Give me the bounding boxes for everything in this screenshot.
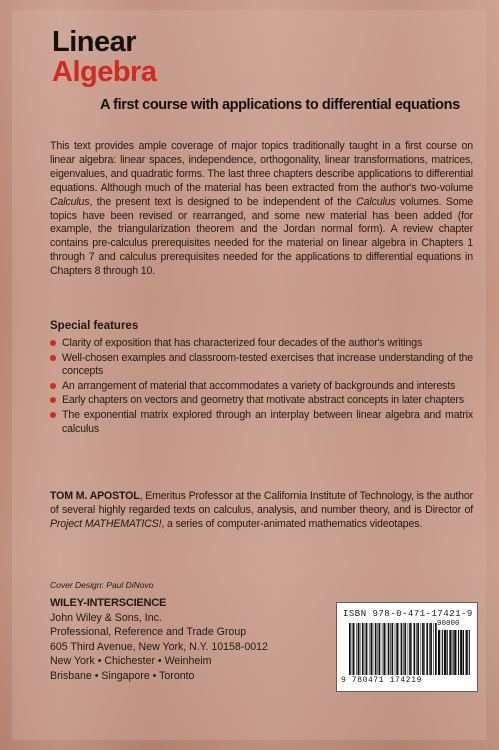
bullet-icon [50,412,56,418]
bullet-icon [50,340,56,346]
barcode-digits: 9 780471 174219 [341,676,423,685]
publisher-block [50,596,268,684]
author-name: TOM M. APOSTOL [50,490,140,502]
feature-text: Well-chosen examples and classroom-tested exercises that increase understanding of the concepts [62,351,473,378]
description-text-1: This text provides ample coverage of major topics traditionally taught in a first course on linear algebra: linear spaces, independence, orthogonality, linear transformations, matrices, eigenvalues, and quadratic forms. The last three chapters describe applications to differential equations. Although much of the material has been extracted from the author's two-volume [50,140,473,194]
description-paragraph [50,140,473,279]
description-calculus-title-1: Calculus [50,195,90,208]
publisher-line: Professional, Reference and Trade Group [50,626,247,639]
description-calculus-title-2: Calculus [356,195,396,208]
cover-design-credit: Cover Design: Paul DiNovo [50,580,154,590]
author-bio-text-1: , Emeritus Professor at the California Institute of Technology, is the author of several highly regarded texts on calculus, analysis, and number theory, and is Director of [50,490,473,516]
book-subtitle: A first course with applications to differential equations [100,97,460,113]
publisher-line: John Wiley & Sons, Inc. [50,611,162,624]
description-text-2: , the present text is designed to be independent of the [89,195,357,208]
bullet-icon [50,397,56,403]
title-linear: Linear [52,26,137,58]
special-features-heading: Special features [50,320,139,332]
special-features-list [50,337,473,437]
isbn-number: ISBN 978-0-471-17421-9 [343,609,473,619]
title-algebra: Algebra [52,56,157,88]
publisher-cities: New York • Chichester • Weinheim [50,655,212,668]
bullet-icon [50,383,56,389]
project-mathematics-title: Project MATHEMATICS! [50,517,162,530]
author-bio-text-2: , a series of computer-animated mathematics videotapes. [161,517,423,530]
feature-item [50,352,473,379]
publisher-cities: Brisbane • Singapore • Toronto [50,669,195,682]
barcode-addon-bars-icon [438,630,472,675]
feature-item [50,380,473,394]
barcode-addon-digits: 90000 [437,620,460,628]
bullet-icon [50,355,56,361]
isbn-barcode [336,602,478,692]
feature-item [50,394,473,408]
barcode-bars-icon [349,623,437,675]
feature-text: Clarity of exposition that has characterized four decades of the author's writings [62,337,423,349]
publisher-address: 605 Third Avenue, New York, N.Y. 10158-0012 [50,640,268,653]
feature-text: An arrangement of material that accommodates a variety of backgrounds and interests [62,379,456,392]
feature-text: The exponential matrix explored through an interplay between linear algebra and matrix calculus [62,408,473,435]
feature-item [50,337,473,351]
feature-item [50,409,473,436]
author-bio [50,490,473,532]
description-text-3: volumes. Some topics have been revised or rearranged, and some new material has been added (for example, the triangularization theorem and the Jordan normal form). A review chapter contains pre-calculus prerequisites needed for the material on linear algebra in Chapters 1 through 7 and calculus prerequisites needed for the applications to differential equations in Chapters 8 through 10. [50,195,473,278]
feature-text: Early chapters on vectors and geometry that motivate abstract concepts in later chapters [62,394,464,407]
publisher-name: WILEY-INTERSCIENCE [50,597,167,609]
